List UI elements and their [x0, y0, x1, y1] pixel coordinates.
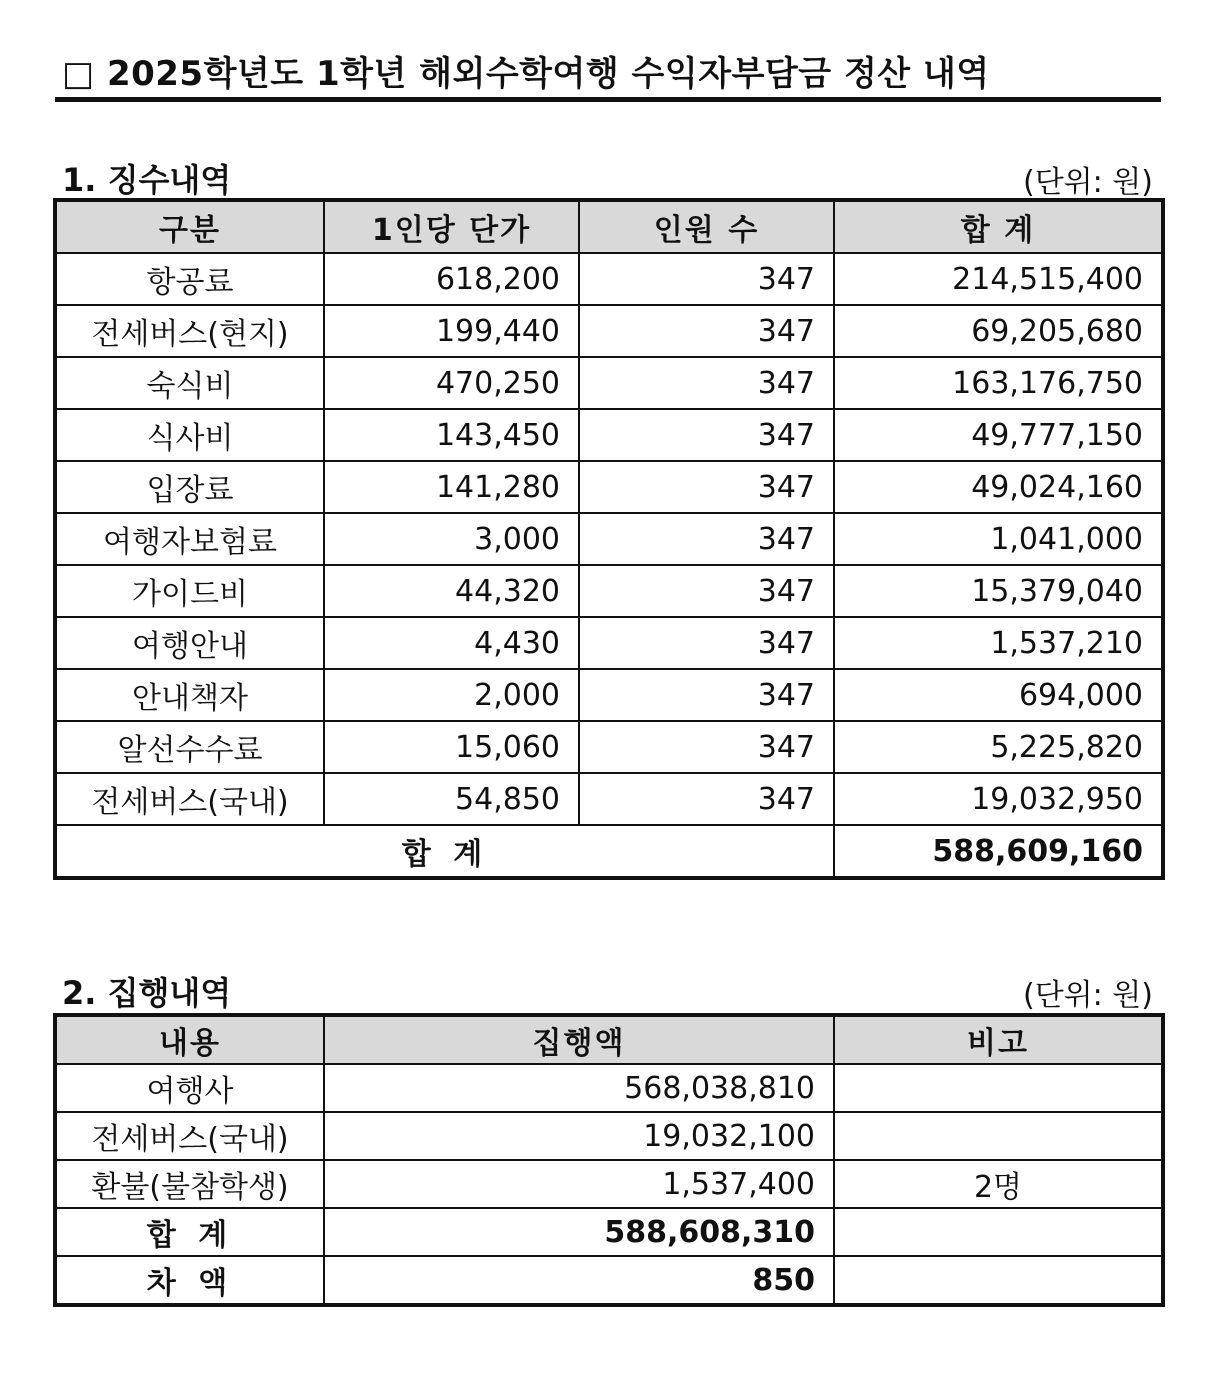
row-category: 숙식비 — [56, 357, 324, 409]
collection-sum-row — [56, 825, 1162, 877]
document-title: □ 2025학년도 1학년 해외수학여행 수익자부담금 정산 내역 — [62, 54, 990, 94]
execution-diff-row — [56, 1256, 1162, 1304]
row-category: 여행자보험료 — [56, 513, 324, 565]
row-category: 알선수수료 — [56, 721, 324, 773]
row-item: 여행사 — [56, 1064, 324, 1112]
row-unit-price: 618,200 — [324, 253, 579, 305]
row-total: 163,176,750 — [834, 357, 1162, 409]
table-row — [56, 1160, 1162, 1208]
row-count: 347 — [579, 461, 834, 513]
execution-heading: 2. 집행내역 — [62, 974, 232, 1012]
execution-header-row — [56, 1016, 1162, 1064]
row-count: 347 — [579, 305, 834, 357]
table-row — [56, 253, 1162, 305]
table-row — [56, 721, 1162, 773]
table-row — [56, 513, 1162, 565]
table-row — [56, 1112, 1162, 1160]
row-unit-price: 4,430 — [324, 617, 579, 669]
row-count: 347 — [579, 721, 834, 773]
row-count: 347 — [579, 617, 834, 669]
row-note — [834, 1064, 1162, 1112]
execution-diff-value: 850 — [324, 1256, 834, 1304]
col-header-amount: 집행액 — [324, 1016, 834, 1064]
row-unit-price: 54,850 — [324, 773, 579, 825]
row-category: 식사비 — [56, 409, 324, 461]
collection-sum-label: 합 계 — [56, 825, 834, 877]
col-header-count: 인원 수 — [579, 201, 834, 253]
col-header-total: 합 계 — [834, 201, 1162, 253]
row-note: 2명 — [834, 1160, 1162, 1208]
row-amount: 568,038,810 — [324, 1064, 834, 1112]
execution-table — [55, 1015, 1163, 1305]
table-row — [56, 617, 1162, 669]
row-unit-price: 143,450 — [324, 409, 579, 461]
row-total: 5,225,820 — [834, 721, 1162, 773]
row-item: 전세버스(국내) — [56, 1112, 324, 1160]
execution-unit-note: (단위: 원) — [1023, 978, 1153, 1013]
execution-sum-label: 합 계 — [56, 1208, 324, 1256]
row-amount: 19,032,100 — [324, 1112, 834, 1160]
row-count: 347 — [579, 253, 834, 305]
row-total: 49,777,150 — [834, 409, 1162, 461]
row-category: 전세버스(국내) — [56, 773, 324, 825]
table-row — [56, 565, 1162, 617]
col-header-unit-price: 1인당 단가 — [324, 201, 579, 253]
row-unit-price: 44,320 — [324, 565, 579, 617]
col-header-category: 구분 — [56, 201, 324, 253]
row-category: 입장료 — [56, 461, 324, 513]
execution-diff-label: 차 액 — [56, 1256, 324, 1304]
execution-sum-note — [834, 1208, 1162, 1256]
collection-heading: 1. 징수내역 — [62, 161, 232, 199]
table-row — [56, 669, 1162, 721]
row-unit-price: 3,000 — [324, 513, 579, 565]
table-row — [56, 357, 1162, 409]
row-total: 69,205,680 — [834, 305, 1162, 357]
row-count: 347 — [579, 565, 834, 617]
row-category: 항공료 — [56, 253, 324, 305]
row-unit-price: 199,440 — [324, 305, 579, 357]
row-total: 49,024,160 — [834, 461, 1162, 513]
row-category: 가이드비 — [56, 565, 324, 617]
row-count: 347 — [579, 409, 834, 461]
table-row — [56, 461, 1162, 513]
row-amount: 1,537,400 — [324, 1160, 834, 1208]
execution-sum-value: 588,608,310 — [324, 1208, 834, 1256]
row-count: 347 — [579, 773, 834, 825]
row-unit-price: 2,000 — [324, 669, 579, 721]
table-row — [56, 409, 1162, 461]
collection-table — [55, 200, 1163, 878]
collection-header-row — [56, 201, 1162, 253]
row-category: 안내책자 — [56, 669, 324, 721]
col-header-note: 비고 — [834, 1016, 1162, 1064]
row-unit-price: 15,060 — [324, 721, 579, 773]
col-header-item: 내용 — [56, 1016, 324, 1064]
row-category: 전세버스(현지) — [56, 305, 324, 357]
row-unit-price: 470,250 — [324, 357, 579, 409]
row-count: 347 — [579, 513, 834, 565]
row-total: 1,041,000 — [834, 513, 1162, 565]
table-row — [56, 305, 1162, 357]
row-total: 1,537,210 — [834, 617, 1162, 669]
row-total: 214,515,400 — [834, 253, 1162, 305]
table-row — [56, 773, 1162, 825]
row-unit-price: 141,280 — [324, 461, 579, 513]
row-total: 694,000 — [834, 669, 1162, 721]
execution-diff-note — [834, 1256, 1162, 1304]
table-row — [56, 1064, 1162, 1112]
row-category: 여행안내 — [56, 617, 324, 669]
row-count: 347 — [579, 357, 834, 409]
title-underline — [55, 97, 1161, 102]
row-note — [834, 1112, 1162, 1160]
execution-sum-row — [56, 1208, 1162, 1256]
collection-unit-note: (단위: 원) — [1023, 165, 1153, 200]
row-total: 15,379,040 — [834, 565, 1162, 617]
row-item: 환불(불참학생) — [56, 1160, 324, 1208]
row-count: 347 — [579, 669, 834, 721]
collection-sum-value: 588,609,160 — [834, 825, 1162, 877]
row-total: 19,032,950 — [834, 773, 1162, 825]
